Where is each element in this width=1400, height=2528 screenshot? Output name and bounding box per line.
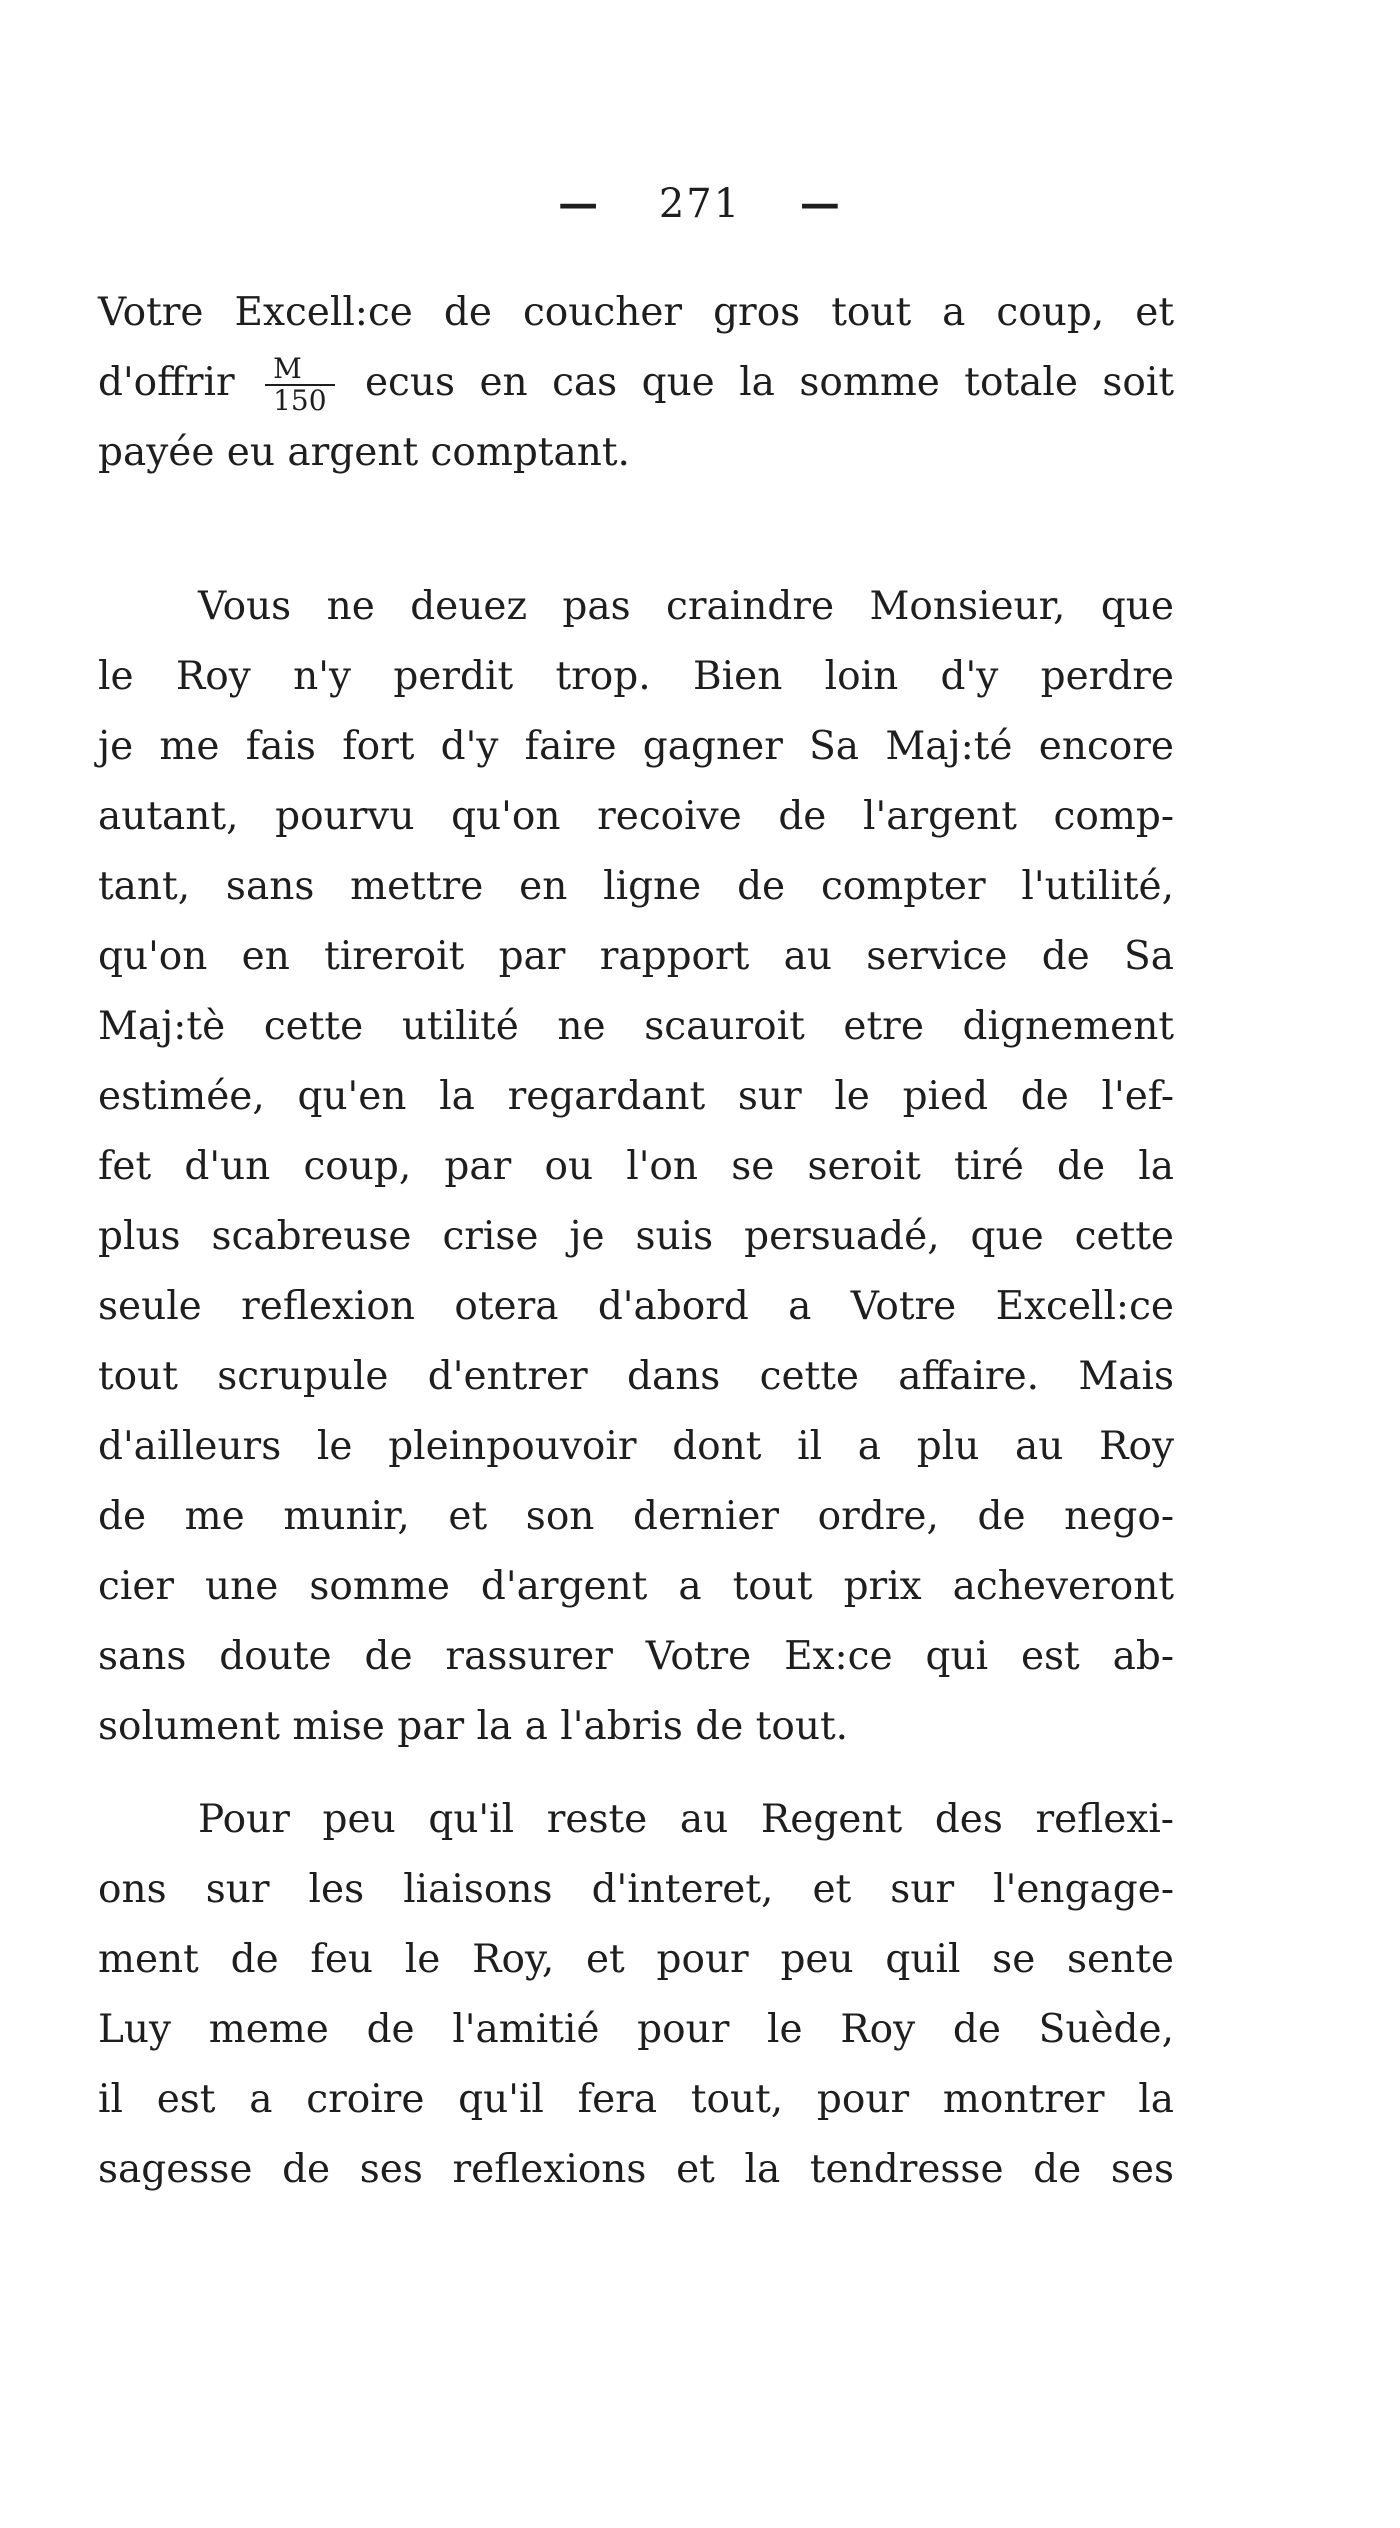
text-line: estimée, qu'en la regardant sur le pied de l'ef- — [98, 1074, 1174, 1119]
text-line-with-fraction — [98, 348, 1174, 418]
text-line: il est a croire qu'il fera tout, pour montrer la — [98, 2077, 1174, 2122]
text-line: ons sur les liaisons d'interet, et sur l'engage- — [98, 1867, 1174, 1912]
text-line: tant, sans mettre en ligne de compter l'utilité, — [98, 864, 1174, 909]
text-line: sans doute de rassurer Votre Ex:ce qui est ab- — [98, 1634, 1174, 1679]
paragraph-2 — [98, 572, 1174, 1762]
text-line: je me fais fort d'y faire gagner Sa Maj:té encore — [98, 724, 1174, 769]
text-line: ment de feu le Roy, et pour peu quil se sente — [98, 1937, 1174, 1982]
text-line: qu'on en tireroit par rapport au service de Sa — [98, 934, 1174, 979]
text-line: Vous ne deuez pas craindre Monsieur, que — [198, 584, 1174, 629]
header-dash-right: — — [799, 180, 842, 227]
text-line: d'ailleurs le pleinpouvoir dont il a plu au Roy — [98, 1424, 1174, 1469]
text-line: solument mise par la a l'abris de tout. — [98, 1704, 849, 1749]
text-line: autant, pourvu qu'on recoive de l'argent comp- — [98, 794, 1174, 839]
text-fragment: d'offrir — [98, 360, 235, 405]
text-line: de me munir, et son dernier ordre, de nego- — [98, 1494, 1174, 1539]
text-line: seule reflexion otera d'abord a Votre Excell:ce — [98, 1284, 1174, 1329]
text-line: Maj:tè cette utilité ne scauroit etre dignement — [98, 1004, 1174, 1049]
text-line: le Roy n'y perdit trop. Bien loin d'y perdre — [98, 654, 1174, 699]
text-line: fet d'un coup, par ou l'on se seroit tiré de la — [98, 1144, 1174, 1189]
text-line: cier une somme d'argent a tout prix acheveront — [98, 1564, 1174, 1609]
paragraph-1 — [98, 278, 1174, 488]
text-line: payée eu argent comptant. — [98, 430, 630, 475]
text-line: Votre Excell:ce de coucher gros tout a coup, et — [98, 290, 1174, 335]
fraction-numerator: M — [265, 354, 334, 386]
header-dash-left: — — [558, 180, 601, 227]
text-line: plus scabreuse crise je suis persuadé, que cette — [98, 1214, 1174, 1259]
text-line: tout scrupule d'entrer dans cette affaire. Mais — [98, 1354, 1174, 1399]
fraction — [265, 354, 334, 416]
text-line: sagesse de ses reflexions et la tendresse de ses — [98, 2147, 1174, 2192]
page-number: 271 — [658, 181, 742, 227]
text-line: Pour peu qu'il reste au Regent des reflexi- — [198, 1797, 1174, 1842]
fraction-denominator: 150 — [273, 384, 327, 417]
text-fragment: ecus en cas que la somme totale soit — [364, 360, 1174, 405]
text-line: Luy meme de l'amitié pour le Roy de Suède, — [98, 2007, 1174, 2052]
paragraph-3 — [98, 1785, 1174, 2205]
page-header — [0, 180, 1400, 227]
